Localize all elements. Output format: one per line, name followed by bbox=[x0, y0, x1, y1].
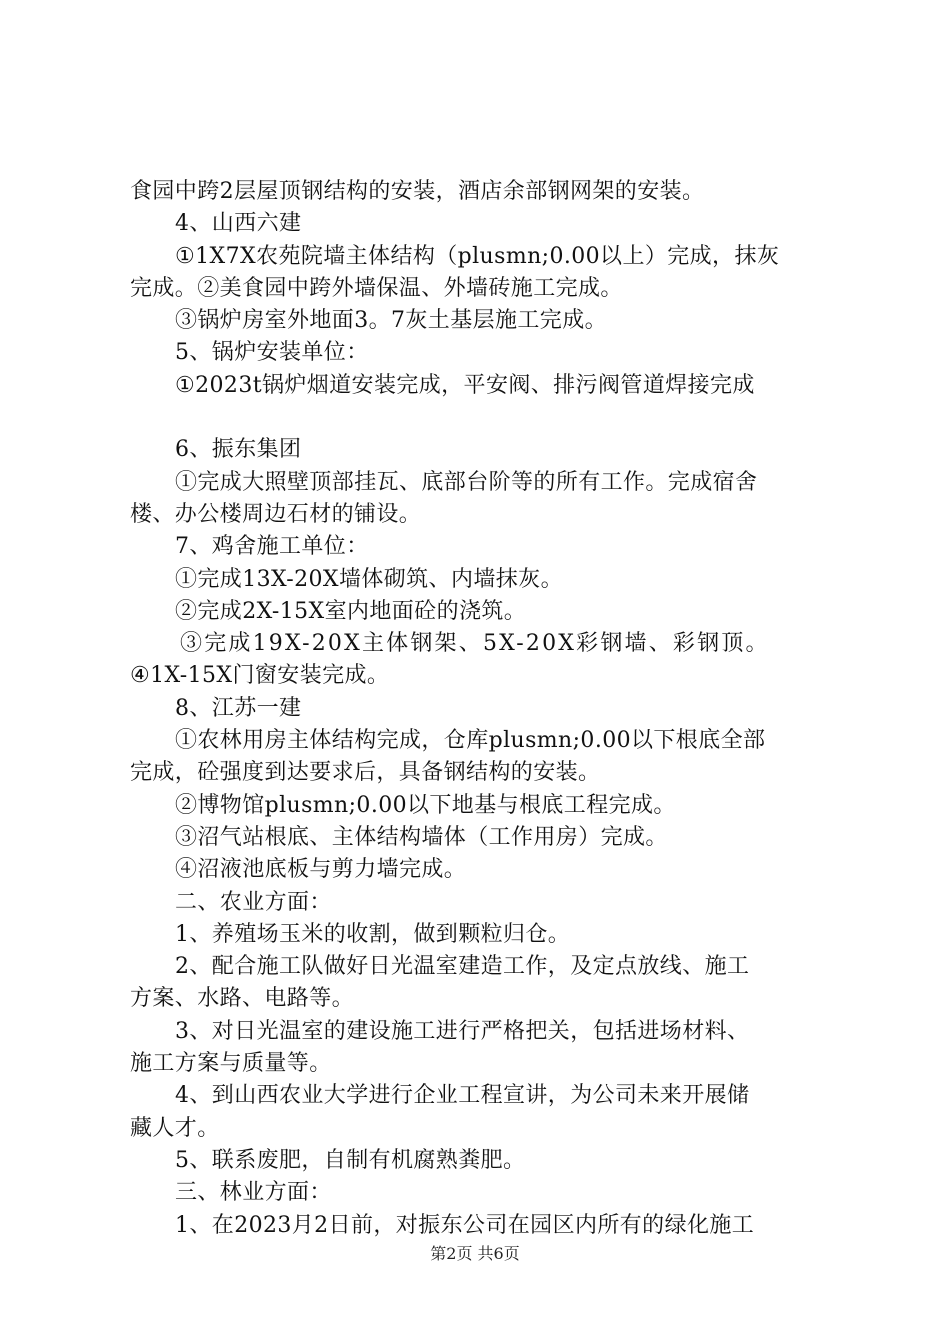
text-line: ④1X-15X门窗安装完成。 bbox=[130, 663, 390, 689]
text-line: ①1X7X农苑院墙主体结构（plusmn;0.00以上）完成，抹灰 bbox=[175, 243, 780, 269]
text-line: 3、对日光温室的建设施工进行严格把关，包括进场材料、 bbox=[175, 1018, 750, 1044]
document-body bbox=[130, 176, 830, 1242]
text-line: 藏人才。 bbox=[130, 1115, 220, 1141]
section-heading: 6、振东集团 bbox=[175, 437, 302, 463]
section-heading: 三、林业方面： bbox=[175, 1180, 332, 1206]
text-line: 完成。②美食园中跨外墙保温、外墙砖施工完成。 bbox=[130, 275, 623, 301]
section-heading: 5、锅炉安装单位： bbox=[175, 340, 369, 366]
text-line: 2、配合施工队做好日光温室建造工作，及定点放线、施工 bbox=[175, 954, 750, 980]
text-line: 施工方案与质量等。 bbox=[130, 1051, 332, 1077]
text-line: ①完成13X-20X墙体砌筑、内墙抹灰。 bbox=[175, 566, 563, 592]
text-line: ①农林用房主体结构完成，仓库plusmn;0.00以下根底全部 bbox=[175, 728, 766, 754]
text-line: ①完成大照壁顶部挂瓦、底部台阶等的所有工作。完成宿舍 bbox=[175, 469, 758, 495]
text-line: ③锅炉房室外地面3。7灰土基层施工完成。 bbox=[175, 308, 607, 334]
page-footer: 第2页 共6页 bbox=[430, 1244, 520, 1263]
blank-line bbox=[130, 402, 830, 434]
text-line: ③沼气站根底、主体结构墙体（工作用房）完成。 bbox=[175, 824, 668, 850]
text-line: 1、养殖场玉米的收割，做到颗粒归仓。 bbox=[175, 921, 571, 947]
section-heading: 7、鸡舍施工单位： bbox=[175, 534, 369, 560]
text-line: ①2023t锅炉烟道安装完成，平安阀、排污阀管道焊接完成 bbox=[175, 372, 755, 398]
text-line: 1、在2023月2日前，对振东公司在园区内所有的绿化施工 bbox=[175, 1212, 755, 1238]
text-line: 5、联系废肥，自制有机腐熟粪肥。 bbox=[175, 1147, 526, 1173]
text-line: ④沼液池底板与剪力墙完成。 bbox=[175, 857, 467, 883]
text-line: ②博物馆plusmn;0.00以下地基与根底工程完成。 bbox=[175, 792, 676, 818]
section-heading: 二、农业方面： bbox=[175, 889, 332, 915]
text-line: 方案、水路、电路等。 bbox=[130, 986, 355, 1012]
text-line: 楼、办公楼周边石材的铺设。 bbox=[130, 501, 422, 527]
section-heading: 8、江苏一建 bbox=[175, 695, 302, 721]
text-line: 食园中跨2层屋顶钢结构的安装，酒店余部钢网架的安装。 bbox=[130, 179, 705, 204]
text-line: ②完成2X-15X室内地面砼的浇筑。 bbox=[175, 598, 527, 624]
text-line: 4、到山西农业大学进行企业工程宣讲，为公司未来开展储 bbox=[175, 1083, 750, 1109]
text-line: ③完成19X-20X主体钢架、5X-20X彩钢墙、彩钢顶。 bbox=[180, 631, 770, 657]
text-line: 完成，砼强度到达要求后，具备钢结构的安装。 bbox=[130, 760, 601, 786]
section-heading: 4、山西六建 bbox=[175, 211, 302, 237]
